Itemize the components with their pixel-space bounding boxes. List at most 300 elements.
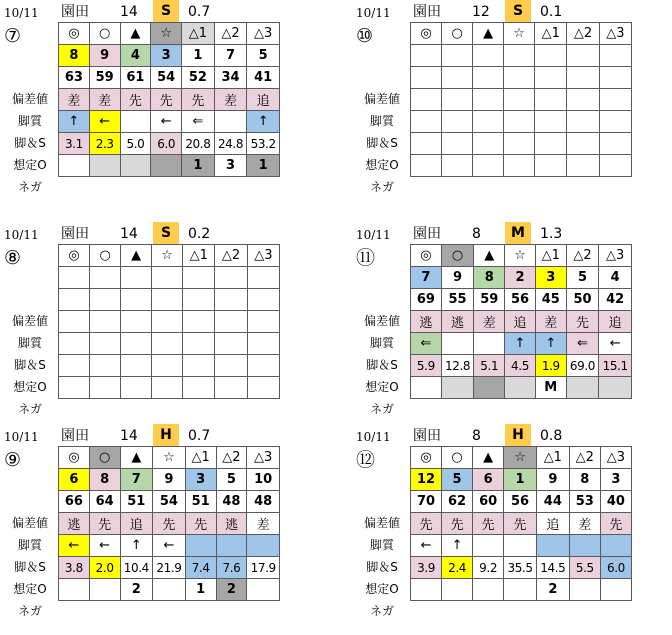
score-cell: 60 — [473, 491, 504, 513]
horse-number-cell — [473, 45, 504, 67]
score-cell — [599, 67, 631, 89]
horse-number-cell: 9 — [153, 469, 186, 491]
pace-value: 0.7 — [188, 4, 211, 20]
negative-cell: 3 — [214, 155, 247, 177]
negative-cell — [599, 377, 632, 399]
score-cell: 53 — [569, 491, 600, 513]
table-row — [59, 133, 280, 155]
arrow-cell — [90, 333, 121, 355]
score-cell: 51 — [185, 491, 216, 513]
table-row — [59, 267, 280, 289]
venue-name: 園田 — [61, 4, 89, 20]
horse-number-cell: 1 — [182, 45, 215, 67]
negative-cell — [411, 579, 442, 601]
running-style-cell — [215, 311, 247, 333]
odds-cell: 6.0 — [151, 133, 182, 155]
row-label: 脚＆S — [14, 136, 46, 150]
odds-cell — [599, 133, 631, 155]
mark-cell: △2 — [569, 447, 600, 469]
odds-cell: 53.2 — [247, 133, 280, 155]
running-style-cell: 差 — [59, 89, 90, 111]
negative-cell: 1 — [185, 579, 216, 601]
arrow-cell: ← — [411, 535, 442, 557]
odds-cell — [535, 133, 567, 155]
score-cell — [535, 67, 567, 89]
horse-number-cell — [535, 45, 567, 67]
horse-number-cell: 7 — [411, 267, 442, 289]
runner-count: 14 — [120, 4, 138, 20]
arrow-cell — [120, 111, 151, 133]
running-style-cell: 追 — [505, 311, 536, 333]
runner-count: 14 — [120, 226, 138, 242]
score-cell: 66 — [59, 491, 90, 513]
arrow-cell — [183, 333, 215, 355]
horse-number-cell — [411, 45, 442, 67]
table-row — [59, 111, 280, 133]
mark-cell: ☆ — [504, 23, 535, 45]
row-label: ネガ — [369, 180, 394, 194]
mark-cell: ▲ — [121, 245, 152, 267]
race-date: 10/11 — [356, 430, 391, 444]
pace-value: 0.1 — [540, 4, 563, 20]
horse-number-cell — [90, 267, 121, 289]
odds-cell — [504, 133, 535, 155]
running-style-cell: 差 — [89, 89, 120, 111]
negative-cell: 2 — [120, 579, 153, 601]
negative-cell: 1 — [247, 155, 280, 177]
arrow-cell — [504, 111, 535, 133]
negative-cell — [566, 377, 599, 399]
score-cell: 34 — [214, 67, 247, 89]
venue-name: 園田 — [413, 226, 441, 242]
score-cell: 63 — [59, 67, 90, 89]
odds-cell — [247, 355, 279, 377]
mark-cell: ☆ — [152, 245, 183, 267]
negative-cell — [569, 579, 600, 601]
running-style-cell: 追 — [120, 513, 153, 535]
mark-cell: △3 — [599, 245, 632, 267]
arrow-cell — [536, 535, 569, 557]
score-cell: 59 — [89, 67, 120, 89]
arrow-cell — [442, 111, 473, 133]
pace-badge: S — [153, 222, 179, 244]
arrow-cell — [567, 111, 599, 133]
score-cell: 62 — [442, 491, 473, 513]
score-cell: 50 — [566, 289, 599, 311]
table-row — [59, 333, 280, 355]
mark-cell: △3 — [600, 447, 631, 469]
odds-cell: 1.9 — [535, 355, 566, 377]
odds-cell — [567, 133, 599, 155]
horse-number-cell: 4 — [120, 45, 151, 67]
score-cell — [567, 67, 599, 89]
negative-cell — [504, 155, 535, 177]
table-row — [59, 447, 280, 469]
odds-cell: 5.1 — [474, 355, 505, 377]
running-style-cell: 追 — [599, 311, 632, 333]
table-row — [411, 23, 632, 45]
odds-cell: 24.8 — [214, 133, 247, 155]
negative-cell — [442, 579, 473, 601]
mark-cell: △3 — [599, 23, 631, 45]
mark-cell: △3 — [247, 23, 280, 45]
odds-cell: 20.8 — [182, 133, 215, 155]
arrow-cell — [247, 535, 280, 557]
horse-number-cell: 3 — [151, 45, 182, 67]
mark-cell: △1 — [183, 245, 215, 267]
table-row — [59, 67, 280, 89]
arrow-cell — [504, 535, 537, 557]
odds-cell — [59, 355, 90, 377]
horse-number-cell: 3 — [600, 469, 631, 491]
negative-cell — [183, 377, 215, 399]
running-style-cell: 先 — [600, 513, 631, 535]
table-row — [411, 557, 632, 579]
running-style-cell: 先 — [504, 513, 537, 535]
running-style-cell: 先 — [473, 513, 504, 535]
score-cell — [442, 67, 473, 89]
arrow-cell: ← — [153, 535, 186, 557]
arrow-cell — [441, 333, 474, 355]
horse-number-cell: 8 — [89, 469, 120, 491]
running-style-cell: 逃 — [411, 311, 442, 333]
odds-cell: 14.5 — [536, 557, 569, 579]
negative-cell — [152, 377, 183, 399]
running-style-cell: 先 — [411, 513, 442, 535]
horse-number-cell: 5 — [566, 267, 599, 289]
horse-number-cell: 6 — [473, 469, 504, 491]
horse-number-cell: 9 — [89, 45, 120, 67]
running-style-cell: 逃 — [441, 311, 474, 333]
odds-cell: 2.4 — [442, 557, 473, 579]
mark-cell: △3 — [247, 447, 280, 469]
arrow-cell: ← — [89, 111, 120, 133]
odds-cell: 5.5 — [569, 557, 600, 579]
odds-cell: 21.9 — [153, 557, 186, 579]
odds-cell: 15.1 — [599, 355, 632, 377]
row-label: 偏差値 — [11, 516, 48, 530]
table-row — [411, 155, 632, 177]
mark-cell: ◎ — [411, 447, 442, 469]
odds-cell — [215, 355, 247, 377]
row-label: 脚質 — [369, 538, 394, 552]
arrow-cell: ↑ — [120, 535, 153, 557]
odds-cell: 7.4 — [185, 557, 216, 579]
venue-name: 園田 — [61, 428, 89, 444]
table-row — [59, 23, 280, 45]
race-number: ⑪ — [356, 247, 376, 269]
pace-value: 0.2 — [188, 226, 211, 242]
running-style-cell — [504, 89, 535, 111]
table-row — [411, 311, 632, 333]
horse-number-cell: 8 — [59, 45, 90, 67]
venue-name: 園田 — [413, 4, 441, 20]
race-panel — [0, 424, 280, 632]
race-header — [352, 424, 632, 446]
table-row — [411, 133, 632, 155]
mark-cell: ▲ — [120, 447, 153, 469]
odds-cell: 35.5 — [504, 557, 537, 579]
table-row — [411, 245, 632, 267]
row-label: 脚質 — [17, 538, 42, 552]
row-label: 偏差値 — [363, 92, 400, 106]
race-panel — [352, 424, 632, 632]
horse-number-cell — [504, 45, 535, 67]
prediction-table — [58, 22, 280, 177]
race-header — [352, 0, 632, 22]
odds-cell: 6.0 — [600, 557, 631, 579]
mark-cell: ○ — [441, 245, 474, 267]
negative-cell — [474, 377, 505, 399]
table-row — [59, 289, 280, 311]
horse-number-cell — [247, 267, 279, 289]
race-date: 10/11 — [4, 228, 39, 242]
table-row — [411, 267, 632, 289]
score-cell: 40 — [600, 491, 631, 513]
odds-cell: 3.8 — [59, 557, 90, 579]
negative-cell: 2 — [536, 579, 569, 601]
negative-cell — [505, 377, 536, 399]
running-style-cell: 逃 — [216, 513, 247, 535]
table-row — [59, 513, 280, 535]
negative-cell — [90, 377, 121, 399]
mark-cell: ▲ — [473, 23, 504, 45]
negative-cell: M — [535, 377, 566, 399]
table-row — [411, 67, 632, 89]
mark-cell: △1 — [535, 245, 566, 267]
prediction-table — [58, 446, 280, 601]
arrow-cell: ↑ — [535, 333, 566, 355]
mark-cell: △1 — [536, 447, 569, 469]
mark-cell: △1 — [182, 23, 215, 45]
arrow-cell — [569, 535, 600, 557]
table-row — [411, 469, 632, 491]
race-panel — [352, 0, 632, 208]
odds-cell: 2.3 — [89, 133, 120, 155]
running-style-cell — [90, 311, 121, 333]
score-cell — [411, 67, 442, 89]
horse-number-cell — [121, 267, 152, 289]
negative-cell — [599, 155, 631, 177]
row-label: 脚質 — [17, 336, 42, 350]
arrow-cell: ← — [59, 535, 90, 557]
score-cell: 56 — [505, 289, 536, 311]
table-row — [59, 377, 280, 399]
table-row — [59, 45, 280, 67]
table-row — [411, 111, 632, 133]
horse-number-cell: 2 — [505, 267, 536, 289]
row-label: 想定O — [365, 380, 399, 394]
negative-cell — [411, 377, 442, 399]
negative-cell — [600, 579, 631, 601]
score-cell: 69 — [411, 289, 442, 311]
horse-number-cell: 1 — [504, 469, 537, 491]
negative-cell: 2 — [216, 579, 247, 601]
venue-name: 園田 — [413, 428, 441, 444]
running-style-cell: 追 — [536, 513, 569, 535]
running-style-cell: 追 — [247, 89, 280, 111]
arrow-cell: ← — [151, 111, 182, 133]
negative-cell — [59, 579, 90, 601]
horse-number-cell — [442, 45, 473, 67]
table-row — [59, 355, 280, 377]
score-cell: 45 — [535, 289, 566, 311]
negative-cell — [59, 377, 90, 399]
running-style-cell — [473, 89, 504, 111]
pace-badge: H — [153, 424, 179, 446]
horse-number-cell: 4 — [599, 267, 632, 289]
negative-cell — [535, 155, 567, 177]
mark-cell: △3 — [247, 245, 279, 267]
arrow-cell — [214, 111, 247, 133]
score-cell — [215, 289, 247, 311]
arrow-cell: ← — [599, 333, 632, 355]
horse-number-cell — [183, 267, 215, 289]
race-panel — [352, 222, 632, 430]
odds-cell — [411, 133, 442, 155]
arrow-cell — [473, 535, 504, 557]
race-header — [0, 0, 280, 22]
race-number: ⑧ — [4, 247, 22, 269]
running-style-cell: 先 — [89, 513, 120, 535]
mark-cell: ○ — [442, 447, 473, 469]
negative-cell — [247, 579, 280, 601]
negative-cell — [567, 155, 599, 177]
horse-number-cell: 6 — [59, 469, 90, 491]
arrow-cell — [411, 111, 442, 133]
race-panel — [0, 222, 280, 430]
score-cell — [247, 289, 279, 311]
negative-cell — [151, 155, 182, 177]
score-cell: 64 — [89, 491, 120, 513]
venue-name: 園田 — [61, 226, 89, 242]
score-cell — [59, 289, 90, 311]
odds-cell — [152, 355, 183, 377]
negative-cell — [441, 377, 474, 399]
mark-cell: ◎ — [59, 245, 90, 267]
horse-number-cell: 7 — [120, 469, 153, 491]
table-row — [59, 491, 280, 513]
running-style-cell: 先 — [151, 89, 182, 111]
running-style-cell: 先 — [442, 513, 473, 535]
row-label: 想定O — [13, 158, 47, 172]
score-cell — [473, 67, 504, 89]
arrow-cell — [59, 333, 90, 355]
running-style-cell — [183, 311, 215, 333]
row-label: ネガ — [369, 402, 394, 416]
score-cell — [152, 289, 183, 311]
running-style-cell — [152, 311, 183, 333]
pace-badge: M — [505, 222, 531, 244]
odds-cell: 5.0 — [120, 133, 151, 155]
odds-cell — [121, 355, 152, 377]
score-cell: 44 — [536, 491, 569, 513]
table-row — [411, 579, 632, 601]
table-row — [59, 579, 280, 601]
arrow-cell — [535, 111, 567, 133]
mark-cell: ○ — [89, 447, 120, 469]
arrow-cell — [215, 333, 247, 355]
arrow-cell — [474, 333, 505, 355]
score-cell: 41 — [247, 67, 280, 89]
row-label: 想定O — [13, 582, 47, 596]
running-style-cell — [411, 89, 442, 111]
horse-number-cell: 3 — [535, 267, 566, 289]
running-style-cell: 先 — [185, 513, 216, 535]
table-row — [59, 557, 280, 579]
mark-cell: △1 — [535, 23, 567, 45]
mark-cell: ▲ — [473, 447, 504, 469]
race-number: ⑫ — [356, 449, 376, 471]
negative-cell — [121, 377, 152, 399]
running-style-cell: 先 — [120, 89, 151, 111]
table-row — [59, 245, 280, 267]
race-date: 10/11 — [4, 6, 39, 20]
row-label: 脚質 — [369, 336, 394, 350]
row-label: ネガ — [17, 604, 42, 618]
horse-number-cell: 7 — [214, 45, 247, 67]
arrow-cell — [216, 535, 247, 557]
horse-number-cell — [152, 267, 183, 289]
runner-count: 14 — [120, 428, 138, 444]
mark-cell: △2 — [214, 23, 247, 45]
running-style-cell — [567, 89, 599, 111]
row-label: 想定O — [365, 158, 399, 172]
row-label: 脚＆S — [366, 136, 398, 150]
race-panel — [0, 0, 280, 208]
mark-cell: ▲ — [120, 23, 151, 45]
horse-number-cell: 8 — [569, 469, 600, 491]
arrow-cell: ↑ — [59, 111, 90, 133]
mark-cell: ☆ — [153, 447, 186, 469]
table-row — [411, 491, 632, 513]
odds-cell: 7.6 — [216, 557, 247, 579]
runner-count: 8 — [472, 226, 481, 242]
race-header — [352, 222, 632, 244]
score-cell: 54 — [153, 491, 186, 513]
table-row — [59, 469, 280, 491]
odds-cell: 3.1 — [59, 133, 90, 155]
mark-cell: △2 — [566, 245, 599, 267]
row-label: 偏差値 — [363, 516, 400, 530]
mark-cell: ▲ — [474, 245, 505, 267]
row-label: ネガ — [17, 180, 42, 194]
negative-cell — [59, 155, 90, 177]
mark-cell: ◎ — [411, 245, 442, 267]
race-header — [0, 222, 280, 244]
table-row — [411, 333, 632, 355]
row-label: 偏差値 — [363, 314, 400, 328]
race-number: ⑨ — [4, 449, 22, 471]
arrow-cell: ⇐ — [566, 333, 599, 355]
prediction-table — [58, 244, 280, 399]
arrow-cell: ↑ — [505, 333, 536, 355]
row-label: 脚＆S — [366, 560, 398, 574]
score-cell — [504, 67, 535, 89]
odds-cell: 3.9 — [411, 557, 442, 579]
horse-number-cell: 5 — [216, 469, 247, 491]
mark-cell: ◎ — [59, 23, 90, 45]
prediction-table — [410, 244, 632, 399]
score-cell: 59 — [474, 289, 505, 311]
odds-cell — [183, 355, 215, 377]
mark-cell: △2 — [216, 447, 247, 469]
odds-cell: 69.0 — [566, 355, 599, 377]
mark-cell: ☆ — [151, 23, 182, 45]
arrow-cell — [473, 111, 504, 133]
running-style-cell: 差 — [247, 513, 280, 535]
score-cell — [183, 289, 215, 311]
